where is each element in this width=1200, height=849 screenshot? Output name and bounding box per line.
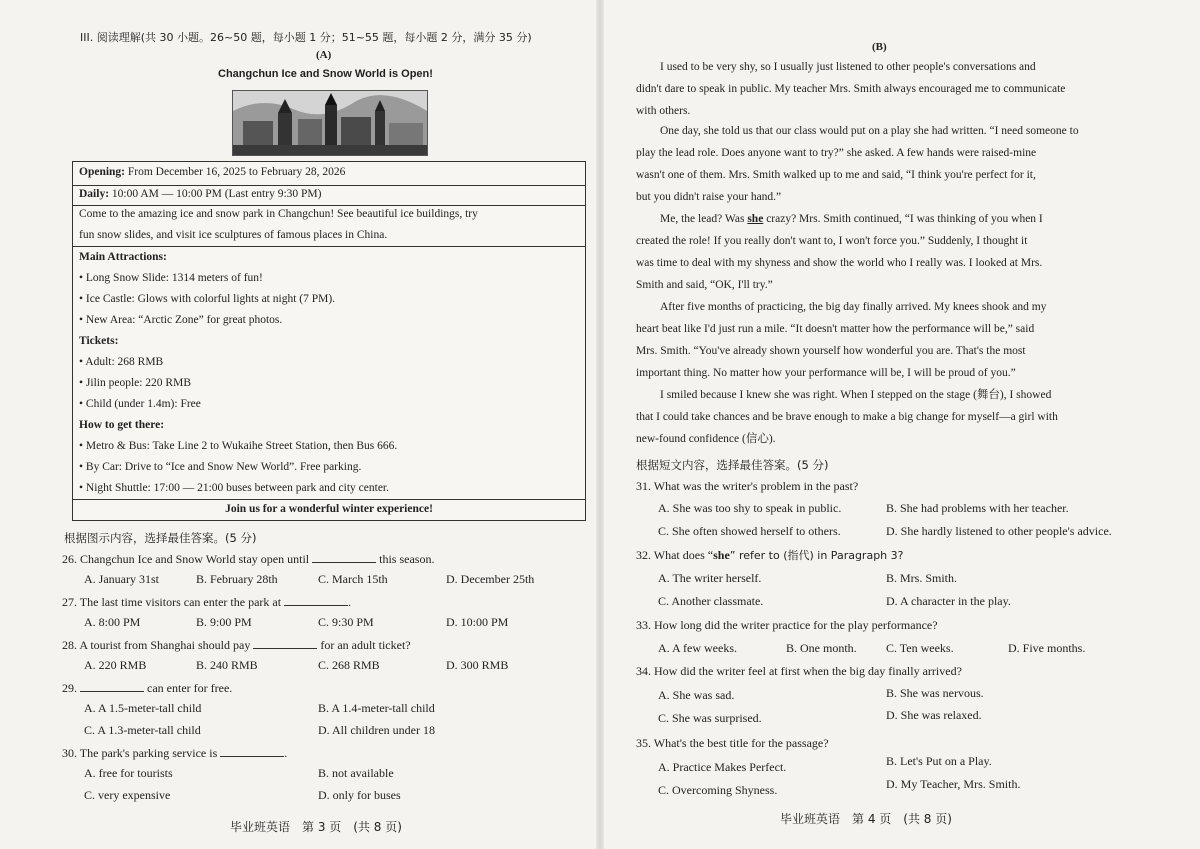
q34-option-a: A. She was sad. bbox=[658, 688, 735, 702]
q32-option-d: D. A character in the play. bbox=[886, 594, 1011, 608]
question-27 bbox=[62, 594, 351, 610]
q32-option-a: A. The writer herself. bbox=[658, 571, 762, 585]
paragraph-line: new-found confidence (信心). bbox=[636, 433, 776, 445]
instruction-a: 根据图示内容，选择最佳答案。(5 分) bbox=[64, 531, 257, 545]
paragraph-line: important thing. No matter how your performance will be, I will be proud of you.” bbox=[636, 367, 1016, 379]
attraction-item: • New Area: “Arctic Zone” for great photos. bbox=[79, 314, 283, 326]
q26-option-a: A. January 31st bbox=[84, 572, 159, 586]
q33-option-a: A. A few weeks. bbox=[658, 641, 737, 655]
q31-option-a: A. She was too shy to speak in public. bbox=[658, 501, 842, 515]
poster-info-box bbox=[72, 161, 586, 521]
question-32 bbox=[636, 547, 904, 563]
q27-option-d: D. 10:00 PM bbox=[446, 615, 509, 629]
opening-value: From December 16, 2025 to February 28, 2026 bbox=[125, 166, 346, 178]
question-stem-end: for an adult ticket? bbox=[317, 638, 411, 652]
paragraph-line bbox=[636, 208, 1136, 230]
answer-blank bbox=[284, 594, 348, 606]
daily-value: 10:00 AM — 10:00 PM (Last entry 9:30 PM) bbox=[109, 188, 322, 200]
q35-option-c: C. Overcoming Shyness. bbox=[658, 783, 778, 797]
paragraph-line: After five months of practicing, the big day finally arrived. My knees shook and my bbox=[660, 301, 1047, 313]
paragraph-line: that I could take chances and be brave enough to make a big change for myself—a girl with bbox=[636, 411, 1058, 423]
question-stem: 26. Changchun Ice and Snow World stay open until bbox=[62, 552, 313, 566]
paragraph-4 bbox=[636, 296, 1136, 384]
paragraph-line: heart beat like I'd just run a mile. “It doesn't matter how the performance will be,” said bbox=[636, 323, 1035, 335]
question-stem-end: . bbox=[284, 746, 288, 760]
q28-option-d: D. 300 RMB bbox=[446, 658, 509, 672]
intro-line-1: Come to the amazing ice and snow park in Changchun! See beautiful ice buildings, try bbox=[79, 208, 478, 220]
ticket-item: • Jilin people: 220 RMB bbox=[79, 377, 192, 389]
paragraph-3 bbox=[636, 208, 1136, 296]
q28-option-c: C. 268 RMB bbox=[318, 658, 380, 672]
question-stem-end: can enter for free. bbox=[144, 681, 233, 695]
question-35: 35. What's the best title for the passage? bbox=[636, 736, 829, 750]
q28-option-b: B. 240 RMB bbox=[196, 658, 258, 672]
tickets-label: Tickets: bbox=[79, 335, 119, 347]
q31-option-d: D. She hardly listened to other people's advice. bbox=[886, 524, 1112, 538]
q26-option-b: B. February 28th bbox=[196, 572, 278, 586]
paragraph-line: with others. bbox=[636, 105, 691, 117]
q35-option-d: D. My Teacher, Mrs. Smith. bbox=[886, 777, 1021, 791]
question-stem: 29. bbox=[62, 681, 80, 695]
paragraph-1 bbox=[636, 56, 1136, 122]
paragraph-line: play the lead role. Does anyone want to try?” she asked. A few hands were raised-mine bbox=[636, 147, 1037, 159]
q34-option-d: D. She was relaxed. bbox=[886, 708, 982, 722]
passage-a-label: (A) bbox=[316, 49, 332, 61]
question-29 bbox=[62, 680, 232, 696]
paragraph-line: but you didn't raise your hand.” bbox=[636, 191, 782, 203]
question-stem: 30. The park's parking service is bbox=[62, 746, 221, 760]
question-stem-end: this season. bbox=[376, 552, 435, 566]
paragraph-line: One day, she told us that our class would put on a play she had written. “I need someone to bbox=[660, 125, 1079, 137]
q30-option-c: C. very expensive bbox=[84, 788, 171, 802]
q29-option-c: C. A 1.3-meter-tall child bbox=[84, 723, 201, 737]
question-30 bbox=[62, 745, 287, 761]
q32-option-c: C. Another classmate. bbox=[658, 594, 764, 608]
answer-blank bbox=[312, 551, 376, 563]
attraction-item: • Ice Castle: Glows with colorful lights at night (7 PM). bbox=[79, 293, 336, 305]
text-run: crazy? Mrs. Smith continued, “I was thinking of you when I bbox=[763, 213, 1043, 225]
page-footer-left: 毕业班英语 第 3 页 (共 8 页) bbox=[230, 820, 402, 834]
q32-option-b: B. Mrs. Smith. bbox=[886, 571, 958, 585]
ice-castle-photo bbox=[232, 90, 428, 156]
poster-title: Changchun Ice and Snow World is Open! bbox=[218, 68, 433, 80]
transport-label: How to get there: bbox=[79, 419, 165, 431]
right-page bbox=[600, 0, 1200, 849]
question-stem-end: ” refer to (指代) in Paragraph 3? bbox=[729, 549, 904, 562]
answer-blank bbox=[253, 637, 317, 649]
q27-option-a: A. 8:00 PM bbox=[84, 615, 141, 629]
q33-option-b: B. One month. bbox=[786, 641, 857, 655]
q31-option-b: B. She had problems with her teacher. bbox=[886, 501, 1069, 515]
passage-b-label: (B) bbox=[872, 41, 887, 53]
attraction-item: • Long Snow Slide: 1314 meters of fun! bbox=[79, 272, 263, 284]
instruction-b: 根据短文内容，选择最佳答案。(5 分) bbox=[636, 458, 829, 472]
q28-option-a: A. 220 RMB bbox=[84, 658, 147, 672]
paragraph-line: wasn't one of them. Mrs. Smith walked up to me and said, “I think you're perfect for it, bbox=[636, 169, 1036, 181]
attractions-label: Main Attractions: bbox=[79, 251, 167, 263]
q30-option-a: A. free for tourists bbox=[84, 766, 173, 780]
daily-row bbox=[79, 188, 321, 200]
question-34: 34. How did the writer feel at first when the big day finally arrived? bbox=[636, 664, 962, 678]
question-33: 33. How long did the writer practice for the play performance? bbox=[636, 618, 938, 632]
paragraph-line: I used to be very shy, so I usually just listened to other people's conversations and bbox=[660, 61, 1036, 73]
opening-row bbox=[79, 166, 345, 178]
transport-item: • By Car: Drive to “Ice and Snow New World”. Free parking. bbox=[79, 461, 362, 473]
paragraph-5 bbox=[636, 384, 1136, 450]
paragraph-line: I smiled because I knew she was right. When I stepped on the stage (舞台), I showed bbox=[660, 389, 1052, 401]
ice-castle-illustration bbox=[233, 91, 427, 155]
page-footer-right: 毕业班英语 第 4 页 (共 8 页) bbox=[780, 812, 952, 826]
answer-blank bbox=[220, 745, 284, 757]
transport-item: • Night Shuttle: 17:00 — 21:00 buses between park and city center. bbox=[79, 482, 389, 494]
q30-option-b: B. not available bbox=[318, 766, 394, 780]
paragraph-line: Mrs. Smith. “You've already shown yourself how wonderful you are. That's the most bbox=[636, 345, 1026, 357]
ticket-item: • Adult: 268 RMB bbox=[79, 356, 164, 368]
question-stem: 27. The last time visitors can enter the park at bbox=[62, 595, 285, 609]
q27-option-b: B. 9:00 PM bbox=[196, 615, 252, 629]
question-stem: 28. A tourist from Shanghai should pay bbox=[62, 638, 254, 652]
question-31: 31. What was the writer's problem in the past? bbox=[636, 479, 859, 493]
transport-item: • Metro & Bus: Take Line 2 to Wukaihe Street Station, then Bus 666. bbox=[79, 440, 398, 452]
paragraph-line: didn't dare to speak in public. My teacher Mrs. Smith always encouraged me to communicate bbox=[636, 83, 1066, 95]
text-run: Me, the lead? Was bbox=[660, 213, 748, 225]
q33-option-c: C. Ten weeks. bbox=[886, 641, 954, 655]
q30-option-d: D. only for buses bbox=[318, 788, 401, 802]
intro-line-2: fun snow slides, and visit ice sculptures of famous places in China. bbox=[79, 229, 388, 241]
ticket-item: • Child (under 1.4m): Free bbox=[79, 398, 201, 410]
section-heading: III. 阅读理解(共 30 小题。26~50 题，每小题 1 分；51~55 题，每小题 2 分，满分 35 分) bbox=[80, 31, 532, 44]
q29-option-d: D. All children under 18 bbox=[318, 723, 435, 737]
question-stem-end: . bbox=[348, 595, 352, 609]
poster-closing: Join us for a wonderful winter experience! bbox=[225, 503, 433, 515]
question-stem: 32. What does “ bbox=[636, 548, 714, 562]
answer-blank bbox=[80, 680, 144, 692]
q31-option-c: C. She often showed herself to others. bbox=[658, 524, 841, 538]
paragraph-2 bbox=[636, 120, 1136, 208]
question-26 bbox=[62, 551, 434, 567]
underlined-she: she bbox=[747, 213, 764, 225]
paragraph-line: Smith and said, “OK, I'll try.” bbox=[636, 279, 773, 291]
q26-option-d: D. December 25th bbox=[446, 572, 535, 586]
question-28 bbox=[62, 637, 411, 653]
q35-option-a: A. Practice Makes Perfect. bbox=[658, 760, 787, 774]
q35-option-b: B. Let's Put on a Play. bbox=[886, 754, 992, 768]
paragraph-line: created the role! If you really don't want to, I won't force you.” Suddenly, I thought it bbox=[636, 235, 1028, 247]
opening-label: Opening: bbox=[79, 166, 126, 178]
q29-option-a: A. A 1.5-meter-tall child bbox=[84, 701, 202, 715]
q34-option-b: B. She was nervous. bbox=[886, 686, 984, 700]
bold-she: she bbox=[713, 548, 730, 562]
q27-option-c: C. 9:30 PM bbox=[318, 615, 374, 629]
q26-option-c: C. March 15th bbox=[318, 572, 388, 586]
q29-option-b: B. A 1.4-meter-tall child bbox=[318, 701, 435, 715]
q34-option-c: C. She was surprised. bbox=[658, 711, 762, 725]
paragraph-line: was time to deal with my shyness and show the world who I really was. I looked at Mrs. bbox=[636, 257, 1043, 269]
q33-option-d: D. Five months. bbox=[1008, 641, 1086, 655]
daily-label: Daily: bbox=[79, 188, 110, 200]
